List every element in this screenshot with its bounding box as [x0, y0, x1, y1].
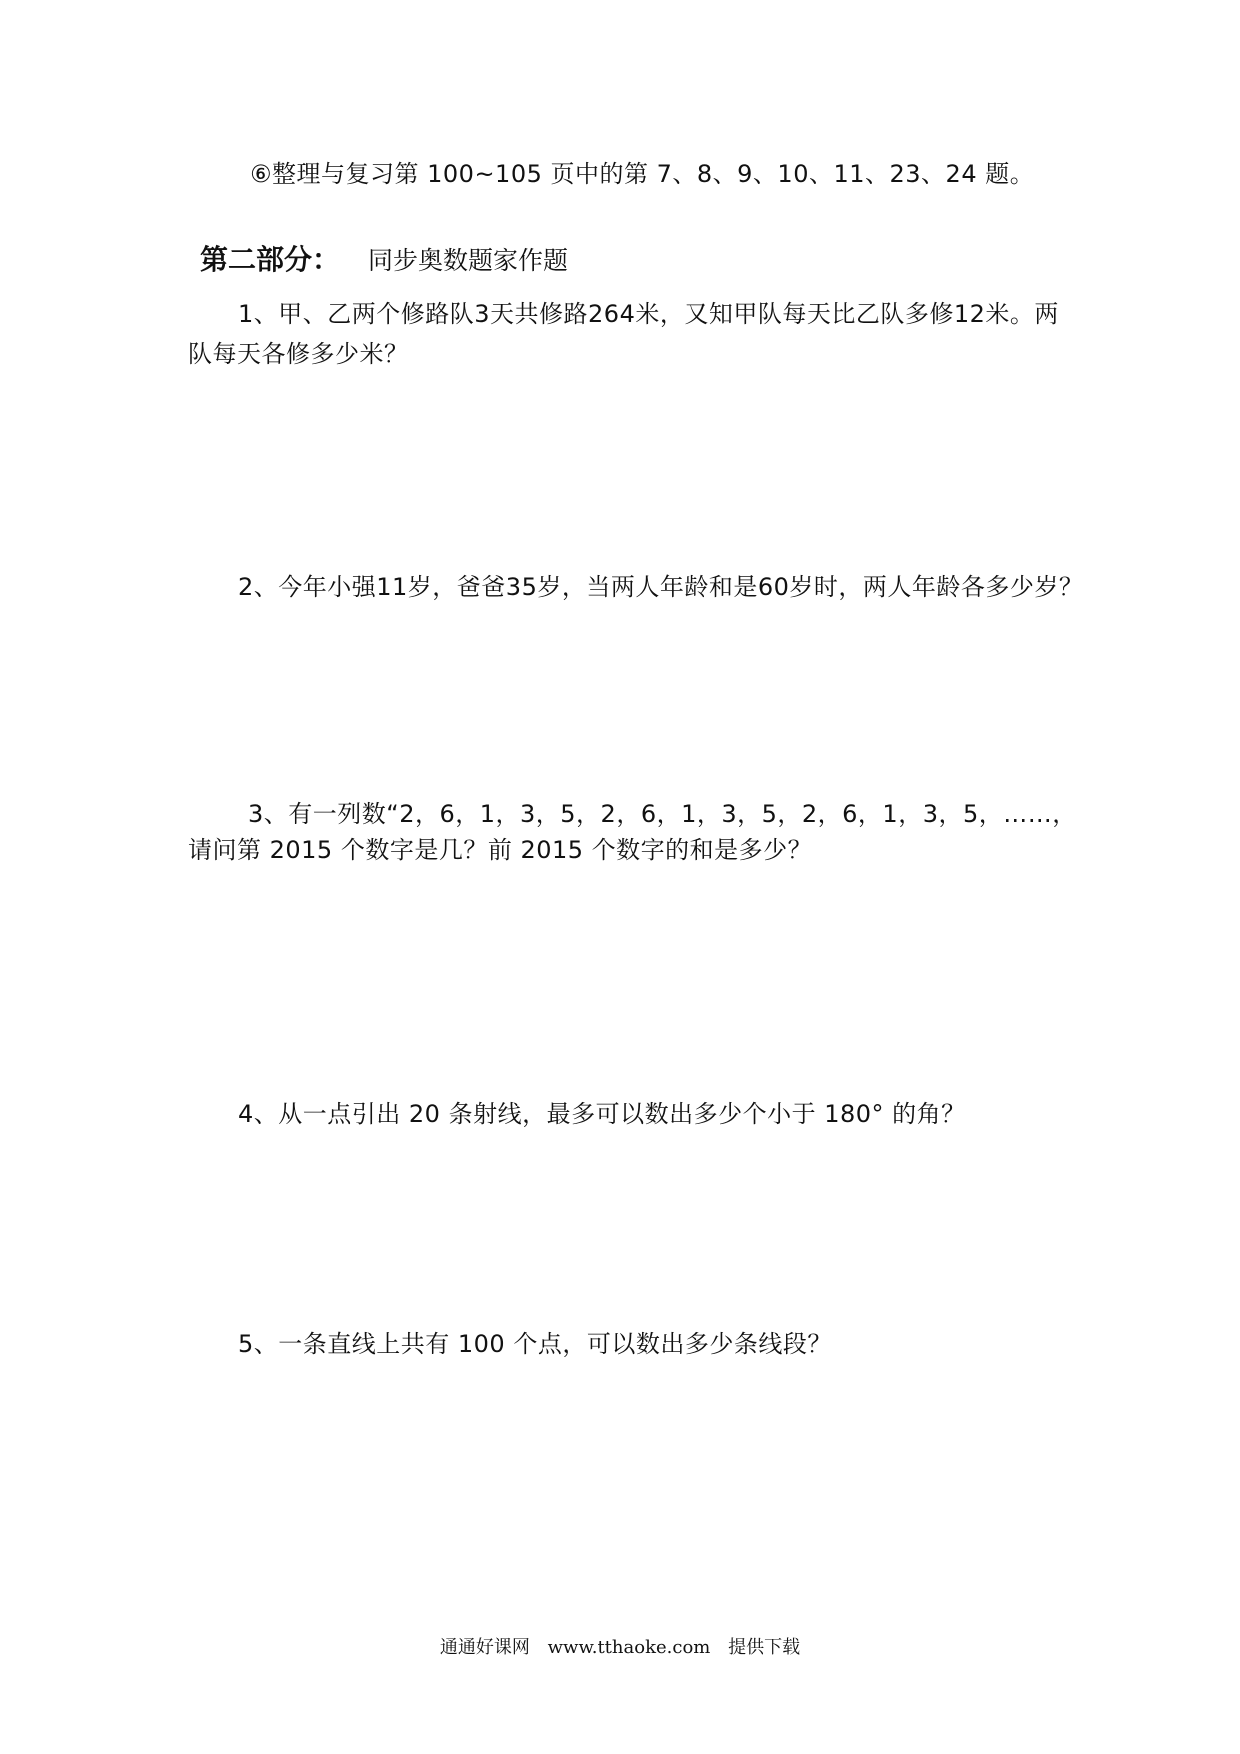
section-subtitle: 同步奥数题家作题 — [368, 246, 569, 275]
section-heading — [200, 243, 568, 278]
question-3-line-2: 请问第 2015 个数字是几？前 2015 个数字的和是多少？ — [188, 836, 813, 864]
footer-site-name: 通通好课网 — [439, 1637, 530, 1658]
question-1-line-2: 队每天各修多少米？ — [188, 340, 409, 368]
question-1-line-1: 1、甲、乙两个修路队3天共修路264米，又知甲队每天比乙队多修12米。两 — [238, 300, 1059, 328]
question-5: 5、一条直线上共有 100 个点，可以数出多少条线段？ — [238, 1330, 832, 1358]
question-4: 4、从一点引出 20 条射线，最多可以数出多少个小于 180° 的角？ — [238, 1100, 966, 1128]
question-2: 2、今年小强11岁，爸爸35岁，当两人年龄和是60岁时，两人年龄各多少岁？ — [238, 573, 1084, 601]
question-3-line-1: 3、有一列数“2，6，1，3，5，2，6，1，3，5，2，6，1，3，5，……， — [248, 800, 1077, 828]
task-6-instruction: ⑥整理与复习第 100~105 页中的第 7、8、9、10、11、23、24 题。 — [250, 160, 1035, 188]
footer-url: www.tthaoke.com — [547, 1637, 711, 1658]
page-footer — [0, 1636, 1240, 1660]
footer-action: 提供下载 — [728, 1637, 801, 1658]
section-title: 第二部分： — [200, 243, 341, 276]
